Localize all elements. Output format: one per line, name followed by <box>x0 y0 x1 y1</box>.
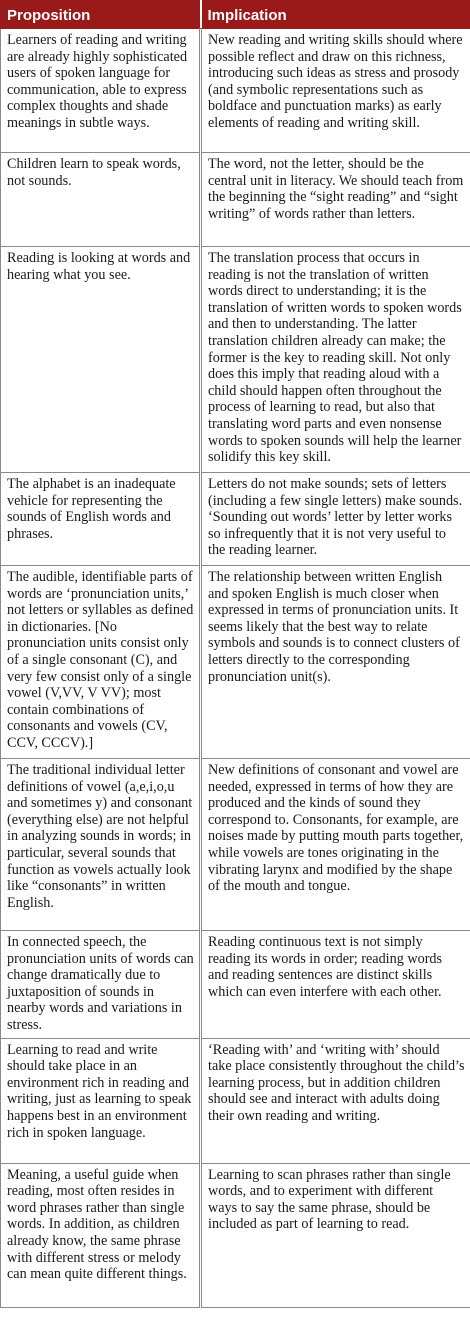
proposition-cell: Meaning, a useful guide when reading, most often resides in word phrases rather than single words. In addition, as children already know, the same phrase with different stress or melody can mean quite different things. <box>1 1163 201 1307</box>
implication-cell: The relationship between written English and spoken English is much closer when expressed in terms of pronunciation units. It seems likely that the best way to relate symbols and sounds is to connect clusters of letters directly to the corresponding pronunciation unit(s). <box>201 566 470 759</box>
implication-cell: Learning to scan phrases rather than single words, and to experiment with different ways to say the same phrase, should be included as part of learning to read. <box>201 1163 470 1307</box>
table-row <box>1 931 470 1039</box>
table-row <box>1 1038 470 1163</box>
proposition-cell: Learners of reading and writing are already highly sophisticated users of spoken language for communication, able to express complex thoughts and shade meanings in subtle ways. <box>1 29 201 153</box>
implication-cell: New reading and writing skills should where possible reflect and draw on this richness, introducing such ideas as stress and prosody (and symbolic representations such as boldface and punctuation marks) as early elements of reading and writing skill. <box>201 29 470 153</box>
proposition-cell: The alphabet is an inadequate vehicle for representing the sounds of English words and phrases. <box>1 473 201 566</box>
header-row <box>1 1 470 29</box>
proposition-cell: The audible, identifiable parts of words are ‘pronunciation units,’ not letters or syllables as defined in dictionaries. [No pronunciation units consist only of a single consonant (C), and very few consist only of a single vowel (V,VV, V VV); most contain combinations of consonants and vowels (CV, CCV, CCCV).] <box>1 566 201 759</box>
header-implication: Implication <box>201 1 470 29</box>
proposition-cell: Learning to read and write should take place in an environment rich in reading and writing, just as learning to speak happens best in an environment rich in spoken language. <box>1 1038 201 1163</box>
implication-cell: The word, not the letter, should be the central unit in literacy. We should teach from the beginning the “sight reading” and “sight writing” of words rather than letters. <box>201 153 470 247</box>
table-header <box>1 1 470 29</box>
table-row <box>1 247 470 473</box>
table-row <box>1 759 470 931</box>
implication-cell: New definitions of consonant and vowel are needed, expressed in terms of how they are produced and the kinds of sound they correspond to. Consonants, for example, are noises made by putting mouth parts together, while vowels are tones originating in the vibrating larynx and modified by the shape of the mouth and tongue. <box>201 759 470 931</box>
table-row <box>1 153 470 247</box>
table-row <box>1 566 470 759</box>
header-proposition: Proposition <box>1 1 201 29</box>
proposition-cell: In connected speech, the pronunciation units of words can change dramatically due to juxtaposition of sounds in nearby words and variations in stress. <box>1 931 201 1039</box>
proposition-cell: Children learn to speak words, not sounds. <box>1 153 201 247</box>
table-row <box>1 1163 470 1307</box>
implication-cell: Letters do not make sounds; sets of letters (including a few single letters) make sounds. ‘Sounding out words’ letter by letter works so infrequently that it is not very useful to the reading learner. <box>201 473 470 566</box>
implication-cell: ‘Reading with’ and ‘writing with’ should take place consistently throughout the child’s learning process, but in addition children should see and interact with adults doing their own reading and writing. <box>201 1038 470 1163</box>
proposition-cell: Reading is looking at words and hearing what you see. <box>1 247 201 473</box>
table-row <box>1 29 470 153</box>
proposition-cell: The traditional individual letter definitions of vowel (a,e,i,o,u and sometimes y) and consonant (everything else) are not helpful in analyzing sounds in words; in particular, several sounds that function as vowels actually look like “consonants” in written English. <box>1 759 201 931</box>
table-row <box>1 473 470 566</box>
table-body <box>1 29 470 1308</box>
implication-cell: The translation process that occurs in reading is not the translation of written words direct to understanding; it is the translation of written words to spoken words and then to understanding. The latter translation children already can make; the former is the key to reading skill. Not only does this imply that reading aloud with a child should happen often throughout the process of learning to read, but also that translating word parts and even nonsense words to spoken sounds will help the learner solidify this key skill. <box>201 247 470 473</box>
implication-cell: Reading continuous text is not simply reading its words in order; reading words and reading sentences are distinct skills which can even interfere with each other. <box>201 931 470 1039</box>
